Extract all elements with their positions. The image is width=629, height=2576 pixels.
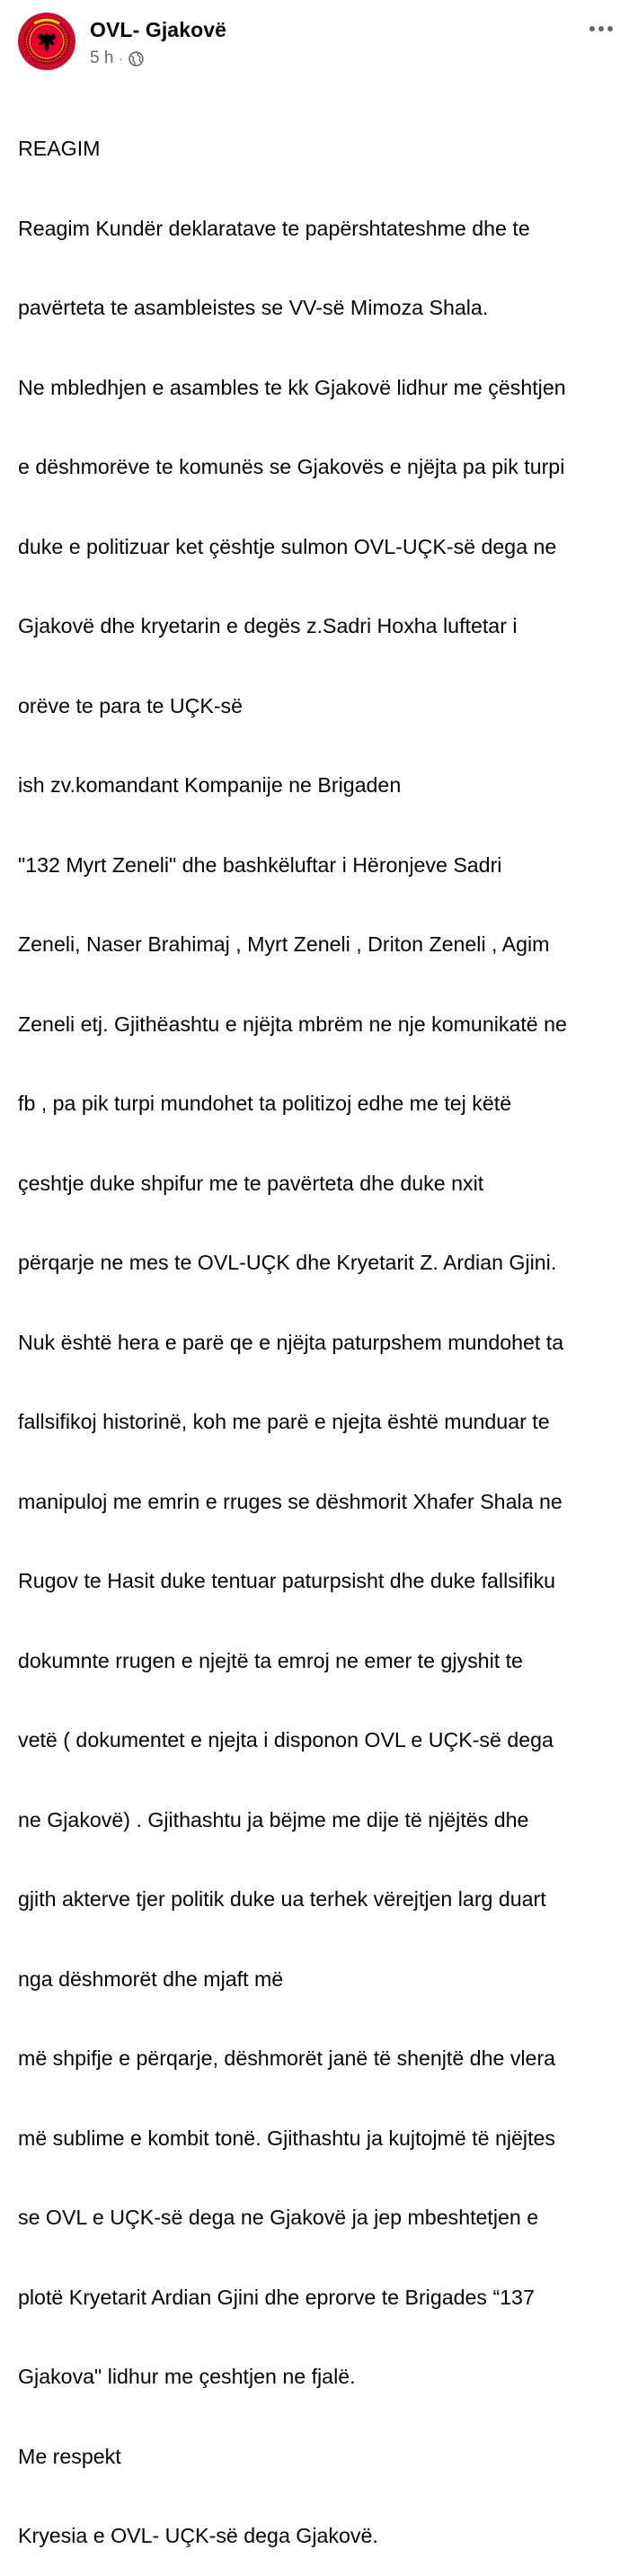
post-line: pavërteta te asambleistes se VV-së Mimoza Shala.	[18, 296, 489, 319]
globe-icon[interactable]	[128, 51, 144, 67]
post-line: Nuk është hera e parë qe e njëjta paturpshem mundohet ta	[18, 1330, 564, 1354]
more-dot	[598, 26, 604, 31]
uck-emblem-avatar	[18, 13, 75, 70]
post-line: Rugov te Hasit duke tentuar paturpsisht dhe duke fallsifiku	[18, 1569, 556, 1592]
post-line: e dëshmorëve te komunës se Gjakovës e njëjta pa pik turpi	[18, 455, 565, 478]
post-line: duke e politizuar ket çështje sulmon OVL-UÇK-së dega ne	[18, 534, 557, 558]
more-dot	[607, 26, 613, 31]
post-line: se OVL e UÇK-së dega ne Gjakovë ja jep mbeshtetjen e	[18, 2206, 539, 2229]
post-line: fb , pa pik turpi mundohet ta politizoj edhe me tej këtë	[18, 1092, 512, 1115]
meta-separator: ·	[119, 51, 124, 66]
post-header	[18, 13, 616, 74]
post-line: Kryesia e OVL- UÇK-së dega Gjakovë.	[18, 2524, 378, 2547]
post-line: më shpifje e përqarje, dëshmorët janë të shenjtë dhe vlera	[18, 2046, 556, 2070]
post-line: Ne mbledhjen e asambles te kk Gjakovë lidhur me çështjen	[18, 375, 566, 399]
post-line: më sublime e kombit tonë. Gjithashtu ja kujtojmë të njëjtes	[18, 2126, 556, 2150]
post-line: REAGIM	[18, 137, 101, 160]
post-line: nga dëshmorët dhe mjaft më	[18, 1966, 284, 1991]
post-line: Zeneli, Naser Brahimaj , Myrt Zeneli , Driton Zeneli , Agim	[18, 932, 550, 956]
post-line: Zeneli etj. Gjithëashtu e njëjta mbrëm ne nje komunikatë ne	[18, 1012, 567, 1036]
post-line: përqarje ne mes te OVL-UÇK dhe Kryetarit Z. Ardian Gjini.	[18, 1251, 557, 1274]
post-line: manipuloj me emrin e rruges se dëshmorit Xhafer Shala ne	[18, 1489, 563, 1513]
post-line: ne Gjakovë) . Gjithashtu ja bëjme me dije të njëjtës dhe	[18, 1807, 529, 1832]
post-body	[18, 83, 622, 2576]
page-avatar[interactable]	[18, 13, 75, 70]
post-line: vetë ( dokumentet e njejta i disponon OVL e UÇK-së dega	[18, 1728, 554, 1752]
post-line: "132 Myrt Zeneli" dhe bashkëluftar i Hëronjeve Sadri	[18, 852, 502, 877]
post-line: Reagim Kundër deklaratave te papërshtateshme dhe te	[18, 216, 530, 240]
post-line: Gjakovë dhe kryetarin e degës z.Sadri Hoxha luftetar i	[18, 614, 518, 637]
post-line: plotë Kryetarit Ardian Gjini dhe eprorve te Brigades “137	[18, 2285, 535, 2309]
post-line: çeshtje duke shpifur me te pavërteta dhe duke nxit	[18, 1171, 484, 1195]
post-line: Gjakova" lidhur me çeshtjen ne fjalë.	[18, 2365, 356, 2388]
page-name-link[interactable]: OVL- Gjakovë	[90, 18, 227, 41]
more-dots-icon[interactable]	[586, 18, 616, 40]
post-line: Me respekt	[18, 2444, 121, 2468]
post-line: gjith akterve tjer politik duke ua terhek vërejtjen larg duart	[18, 1887, 546, 1911]
more-dot	[589, 26, 595, 31]
post-line: dokumnte rrugen e njejtë ta emroj ne emer te gjyshit te	[18, 1648, 523, 1672]
post-line: orëve te para te UÇK-së	[18, 693, 244, 718]
post-line: fallsifikoj historinë, koh me parë e njejta është munduar te	[18, 1410, 550, 1433]
post-meta	[90, 49, 144, 68]
post-line: ish zv.komandant Kompanije ne Brigaden	[18, 773, 402, 797]
post-time[interactable]: 5 h	[90, 49, 114, 67]
